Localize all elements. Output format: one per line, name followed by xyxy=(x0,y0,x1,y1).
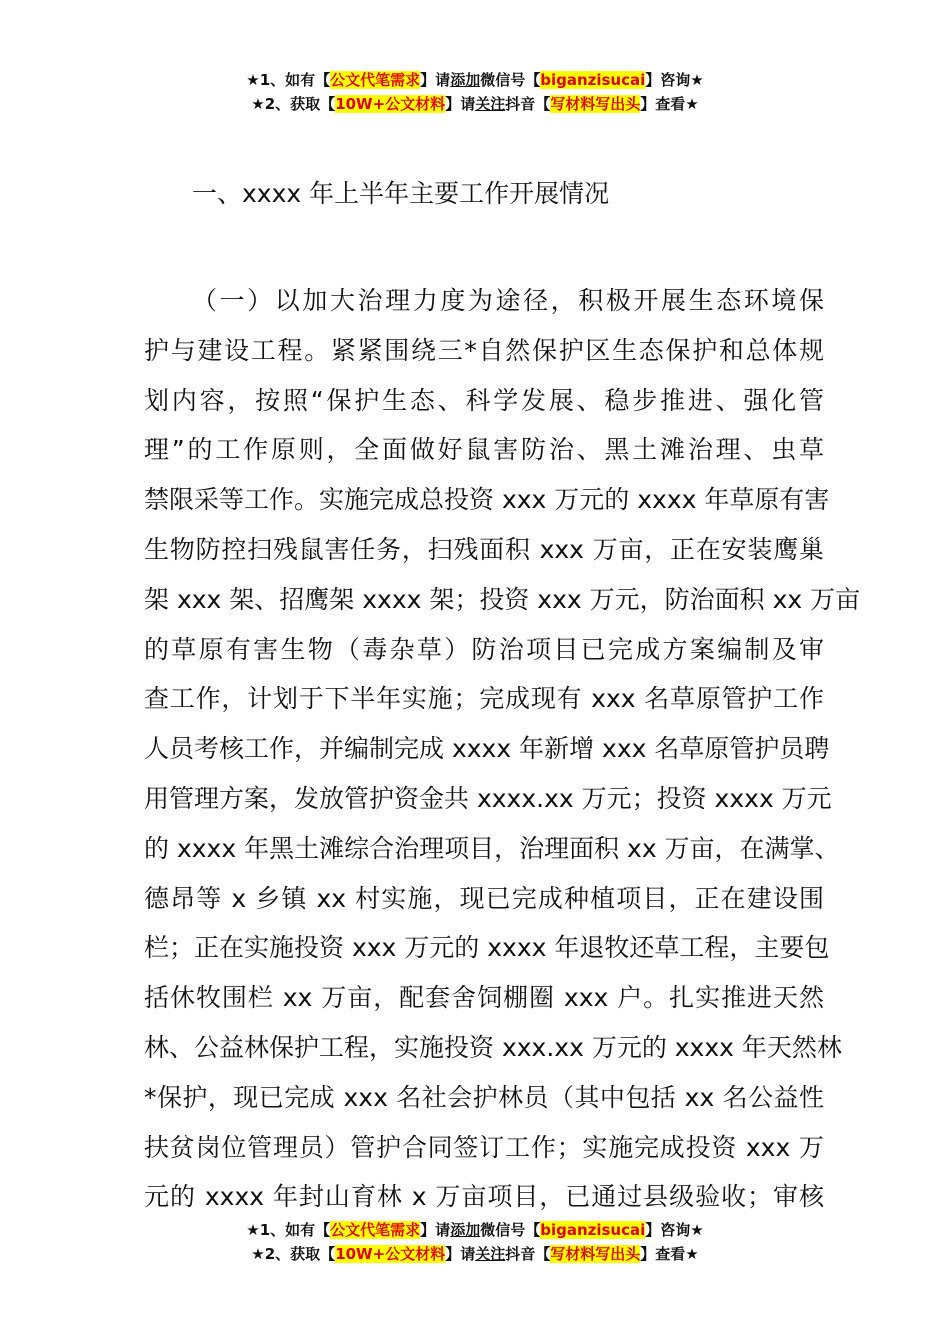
body-paragraph xyxy=(144,276,861,1222)
highlight-service: 公文代笔需求 xyxy=(330,71,421,89)
paragraph-line: 划内容，按照“保护生态、科学发展、稳步推进、强化管 xyxy=(144,385,824,415)
paragraph-line: 用管理方案，发放管护资金共 xxxx.xx 万元；投资 xxxx 万元 xyxy=(144,783,832,813)
highlight-service: 公文代笔需求 xyxy=(330,1221,421,1239)
paragraph-line: 栏；正在实施投资 xxx 万元的 xxxx 年退牧还草工程，主要包 xyxy=(144,933,830,963)
top-banner xyxy=(0,68,950,116)
highlight-wechat-id: biganzisucai xyxy=(540,1221,646,1239)
highlight-materials: 10W+公文材料 xyxy=(335,1245,446,1263)
paragraph-line: 生物防控扫残鼠害任务，扫残面积 xxx 万亩，正在安装鹰巢 xyxy=(144,534,824,564)
bottom-banner xyxy=(0,1218,950,1266)
paragraph-line: （一）以加大治理力度为途径，积极开展生态环境保 xyxy=(192,286,824,315)
paragraph-line: 人员考核工作，并编制完成 xxxx 年新增 xxx 名草原管护员聘 xyxy=(144,734,830,764)
paragraph-line: 架 xxx 架、招鹰架 xxxx 架；投资 xxx 万元，防治面积 xx 万亩 xyxy=(144,584,861,614)
paragraph-line: 的 xxxx 年黑土滩综合治理项目，治理面积 xx 万亩，在满掌、 xyxy=(144,833,840,863)
highlight-douyin-id: 写材料写出头 xyxy=(550,95,641,113)
paragraph-line: 查工作，计划于下半年实施；完成现有 xxx 名草原管护工作 xyxy=(144,684,824,714)
paragraph-line: 元的 xxxx 年封山育林 x 万亩项目，已通过县级验收；审核 xyxy=(144,1182,824,1212)
banner-line-1: ★1、如有【公文代笔需求】请添加微信号【biganzisucai】咨询★ xyxy=(246,71,704,89)
highlight-wechat-id: biganzisucai xyxy=(540,71,646,89)
banner-line-2: ★2、获取【10W+公文材料】请关注抖音【写材料写出头】查看★ xyxy=(251,1245,699,1263)
highlight-douyin-id: 写材料写出头 xyxy=(550,1245,641,1263)
highlight-materials: 10W+公文材料 xyxy=(335,95,446,113)
paragraph-line: 林、公益林保护工程，实施投资 xxx.xx 万元的 xxxx 年天然林 xyxy=(144,1032,842,1062)
paragraph-line: 扶贫岗位管理员）管护合同签订工作；实施完成投资 xxx 万 xyxy=(144,1132,824,1162)
section-heading: 一、xxxx 年上半年主要工作开展情况 xyxy=(192,179,610,208)
paragraph-line: 理”的工作原则，全面做好鼠害防治、黑土滩治理、虫草 xyxy=(144,435,824,465)
banner-line-2: ★2、获取【10W+公文材料】请关注抖音【写材料写出头】查看★ xyxy=(251,95,699,113)
paragraph-line: 括休牧围栏 xx 万亩，配套舍饲棚圈 xxx 户。扎实推进天然 xyxy=(144,983,824,1013)
paragraph-line: 护与建设工程。紧紧围绕三*自然保护区生态保护和总体规 xyxy=(144,335,824,365)
banner-line-1: ★1、如有【公文代笔需求】请添加微信号【biganzisucai】咨询★ xyxy=(246,1221,704,1239)
paragraph-line: *保护，现已完成 xxx 名社会护林员（其中包括 xx 名公益性 xyxy=(144,1082,824,1112)
paragraph-line: 德昂等 x 乡镇 xx 村实施，现已完成种植项目，正在建设围 xyxy=(144,883,824,913)
paragraph-line: 的草原有害生物（毒杂草）防治项目已完成方案编制及审 xyxy=(144,634,824,664)
paragraph-line: 禁限采等工作。实施完成总投资 xxx 万元的 xxxx 年草原有害 xyxy=(144,485,830,515)
